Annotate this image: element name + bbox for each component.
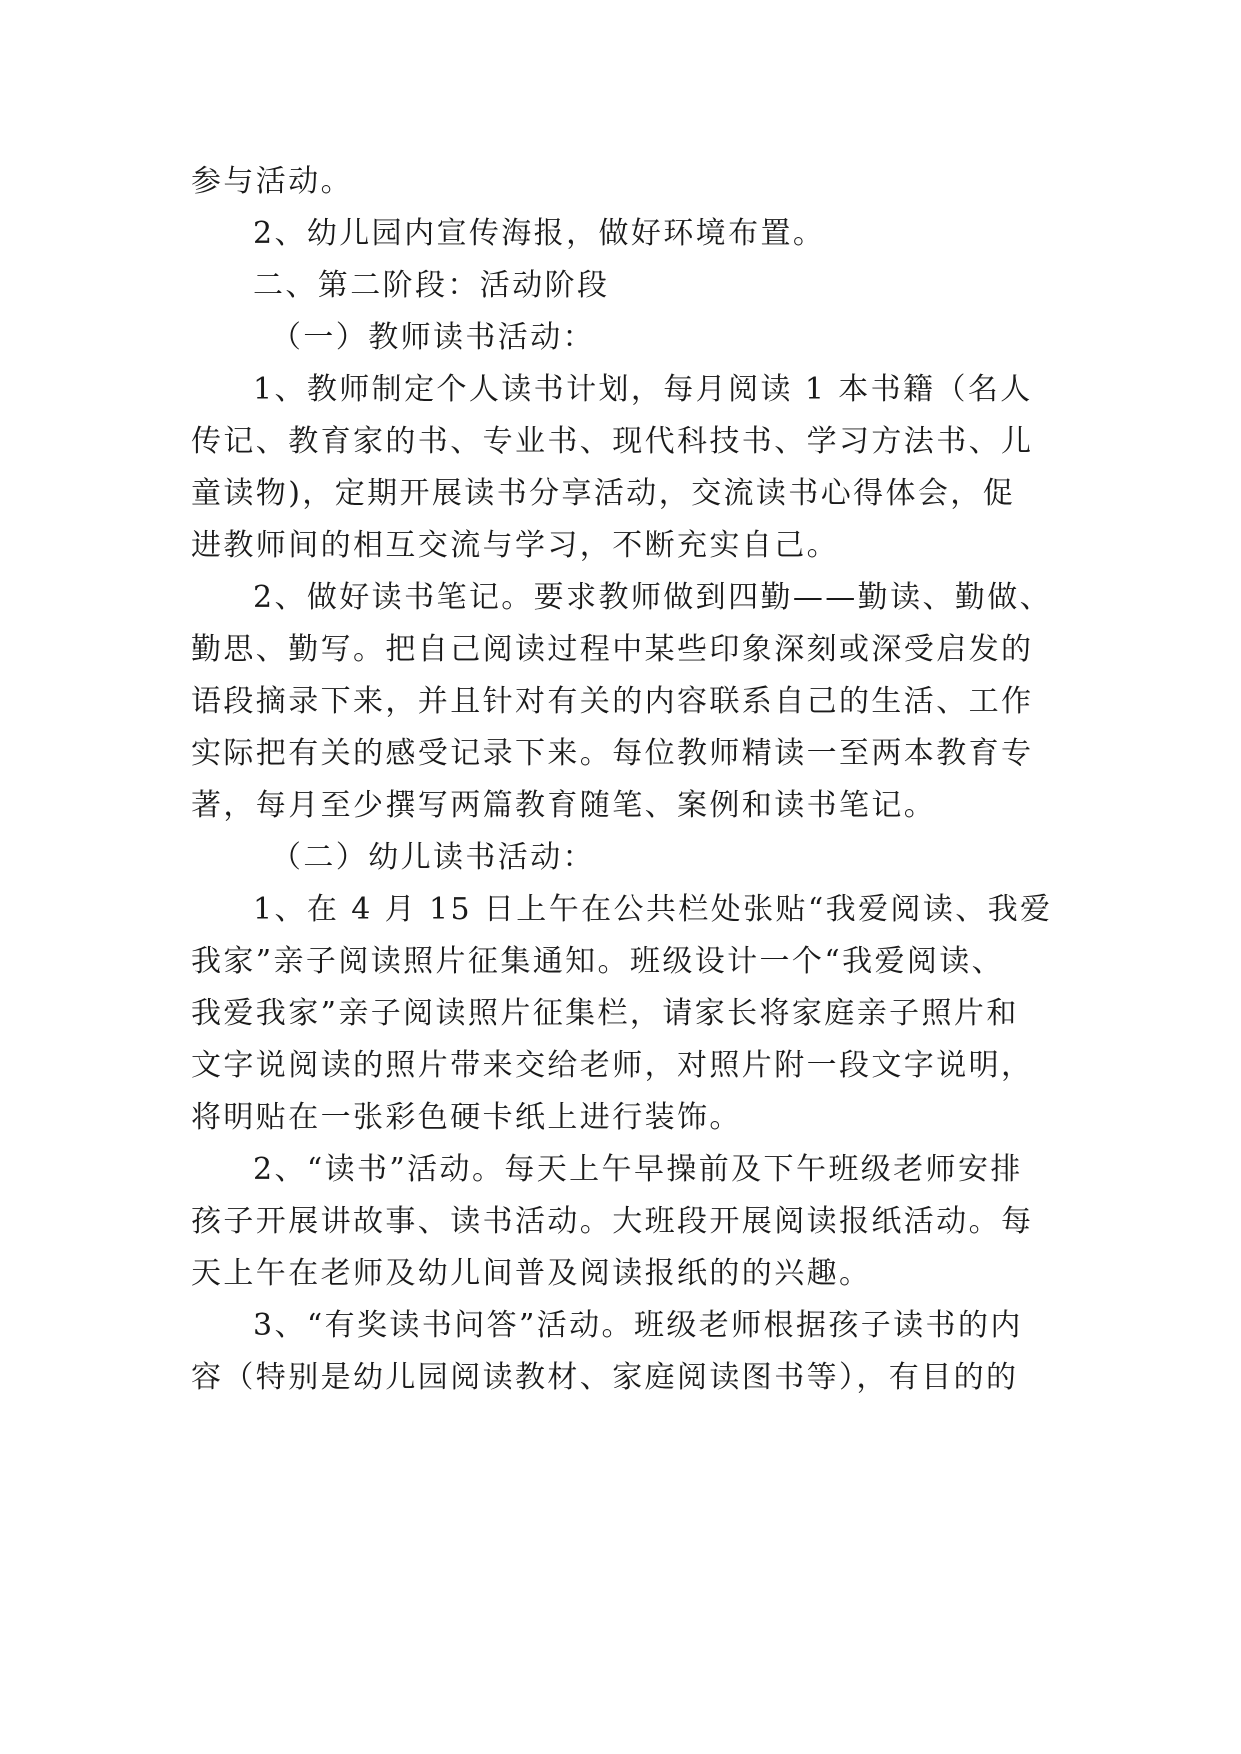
text-line: 进教师间的相互交流与学习，不断充实自己。 [191, 528, 839, 563]
text-line: 天上午在老师及幼儿间普及阅读报纸的的兴趣。 [191, 1256, 872, 1291]
text-line: 我家”亲子阅读照片征集通知。班级设计一个“我爱阅读、 [191, 944, 1005, 979]
text-line: 语段摘录下来，并且针对有关的内容联系自己的生活、工作 [191, 684, 1034, 719]
text-line: 将明贴在一张彩色硬卡纸上进行装饰。 [191, 1100, 742, 1135]
subsection-heading: （一）教师读书活动： [271, 320, 595, 355]
document-body [191, 156, 1053, 1404]
text-line: 3、“有奖读书问答”活动。班级老师根据孩子读书的内 [253, 1308, 1023, 1343]
text-line: 孩子开展讲故事、读书活动。大班段开展阅读报纸活动。每 [191, 1204, 1034, 1239]
text-line: 1、在 4 月 15 日上午在公共栏处张贴“我爱阅读、我爱 [253, 892, 1053, 927]
text-line: 容（特别是幼儿园阅读教材、家庭阅读图书等），有目的的 [191, 1360, 1019, 1395]
text-line: 我爱我家”亲子阅读照片征集栏，请家长将家庭亲子照片和 [191, 996, 1019, 1031]
text-line: 1、教师制定个人读书计划，每月阅读 1 本书籍（名人 [253, 372, 1033, 407]
text-line: 2、幼儿园内宣传海报，做好环境布置。 [253, 216, 826, 251]
text-line: 传记、教育家的书、专业书、现代科技书、学习方法书、儿 [191, 424, 1034, 459]
subsection-heading: （二）幼儿读书活动： [271, 840, 595, 875]
text-line: 文字说阅读的照片带来交给老师，对照片附一段文字说明， [191, 1048, 1034, 1083]
text-line: 2、做好读书笔记。要求教师做到四勤——勤读、勤做、 [253, 580, 1053, 615]
text-line: 实际把有关的感受记录下来。每位教师精读一至两本教育专 [191, 736, 1034, 771]
text-line: 勤思、勤写。把自己阅读过程中某些印象深刻或深受启发的 [191, 632, 1034, 667]
text-line: 参与活动。 [191, 164, 353, 199]
text-line: 童读物)，定期开展读书分享活动，交流读书心得体会，促 [191, 476, 1016, 511]
text-line: 2、“读书”活动。每天上午早操前及下午班级老师安排 [253, 1152, 1023, 1187]
section-heading: 二、第二阶段：活动阶段 [253, 268, 610, 303]
text-line: 著，每月至少撰写两篇教育随笔、案例和读书笔记。 [191, 788, 937, 823]
